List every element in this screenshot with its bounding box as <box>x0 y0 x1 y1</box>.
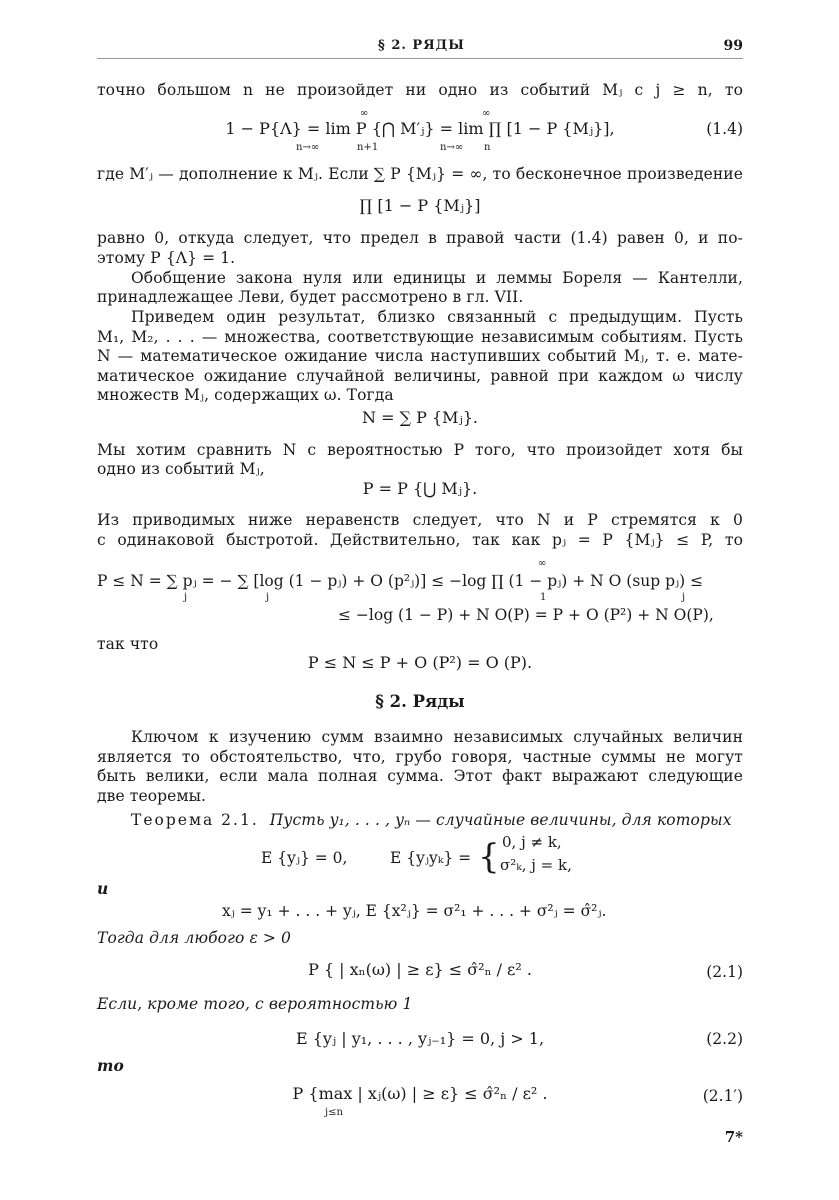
text-line-13: одно из событий Mⱼ, <box>97 460 265 478</box>
product-expression: ∏ [1 − P {Mⱼ}] <box>359 196 481 215</box>
prod-superscript: ∞ <box>482 108 491 119</box>
ineq-prod-sup: ∞ <box>538 558 547 569</box>
equation-number-2-1: (2.1) <box>706 963 743 981</box>
equation-number-2-2: (2.2) <box>706 1030 743 1048</box>
text-line-15: с одинаковой быстротой. Действительно, так как pⱼ = P {Mⱼ} ≤ P, то <box>97 531 743 549</box>
text-line-then: Тогда для любого ε > 0 <box>97 929 291 947</box>
lim-subscript-1: n→∞ <box>296 142 320 153</box>
text-line-to: то <box>97 1056 124 1075</box>
ineq-sum-sub-2: j <box>266 592 270 603</box>
equation-2-1-prime: P {max | xⱼ(ω) | ≥ ε} ≤ σ̂²ₙ / ε² . <box>292 1084 548 1103</box>
cases-brace: { <box>478 837 500 877</box>
cap-subscript: n+1 <box>357 142 379 153</box>
cap-superscript: ∞ <box>360 108 369 119</box>
equation-1-4-body: 1 − P{Λ} = lim P {⋂ M′ⱼ} = lim ∏ [1 − P {Mⱼ}], <box>225 119 615 138</box>
theorem-statement: Пусть y₁, . . . , yₙ — случайные величины, для которых <box>269 811 732 829</box>
ineq-sum-sub-1: j <box>184 592 188 603</box>
text-line-2: где M′ⱼ — дополнение к Mⱼ. Если ∑ P {Mⱼ} = ∞, то бесконечное произведение <box>97 165 743 183</box>
text-line-20: две теоремы. <box>97 787 207 805</box>
header-rule <box>97 58 743 59</box>
equation-covariance: E {yⱼyₖ} = <box>390 849 472 867</box>
equation-mean-zero: E {yⱼ} = 0, <box>261 849 348 867</box>
text-line-17: Ключом к изучению сумм взаимно независимых случайных величин <box>131 728 743 746</box>
equation-number-1-4: (1.4) <box>706 120 743 138</box>
text-line-6: принадлежащее Леви, будет рассмотрено в гл. VII. <box>97 288 524 306</box>
ineq-prod-sub: 1 <box>540 592 547 603</box>
text-line-19: быть велики, если мала полная сумма. Этот факт выражают следующие <box>97 767 743 785</box>
text-line-9: N — математическое ожидание числа наступивших событий Mⱼ, т. е. мате- <box>97 347 743 365</box>
signature-mark: 7* <box>724 1128 743 1146</box>
page-number: 99 <box>723 38 743 54</box>
text-line-5: Обобщение закона нуля или единицы и леммы Бореля — Кантелли, <box>131 269 743 287</box>
section-title: § 2. Ряды <box>375 692 465 711</box>
equation-1-4 <box>97 118 743 140</box>
lim-subscript-2: n→∞ <box>440 142 464 153</box>
inequality-line-1: P ≤ N = ∑ pⱼ = − ∑ [log (1 − pⱼ) + O (p²ⱼ)] ≤ −log ∏ (1 − pⱼ) + N O (sup pⱼ) ≤ <box>97 572 704 590</box>
equation-n-sum: N = ∑ P {Mⱼ}. <box>362 408 478 427</box>
equation-2-1: P { | xₙ(ω) | ≥ ε} ≤ σ̂²ₙ / ε² . <box>308 960 532 979</box>
text-line-16: так что <box>97 635 159 653</box>
text-line-1: точно большом n не произойдет ни одно из событий Mⱼ с j ≥ n, то <box>97 81 743 99</box>
inequality-line-3: P ≤ N ≤ P + O (P²) = O (P). <box>307 653 533 672</box>
text-line-18: является то обстоятельство, что, грубо говоря, частные суммы не могут <box>97 748 743 766</box>
text-line-3: равно 0, откуда следует, что предел в правой части (1.4) равен 0, и по- <box>97 229 743 247</box>
text-line-and: и <box>97 879 109 898</box>
prod-subscript: n <box>484 142 491 153</box>
ineq-sup-sub: j <box>682 592 686 603</box>
theorem-line <box>97 810 743 830</box>
text-line-4: этому P {Λ} = 1. <box>97 249 236 267</box>
text-line-14: Из приводимых ниже неравенств следует, что N и P стремятся к 0 <box>97 511 743 529</box>
theorem-label: Теорема 2.1. <box>131 811 259 829</box>
inequality-line-2: ≤ −log (1 − P) + N O(P) = P + O (P²) + N O(P), <box>338 606 714 624</box>
running-title: § 2. РЯДЫ <box>378 38 465 53</box>
equation-partial-sums: xⱼ = y₁ + . . . + yⱼ, E {x²ⱼ} = σ²₁ + . . . + σ²ⱼ = σ̂²ⱼ. <box>222 902 607 920</box>
max-subscript: j≤n <box>325 1107 343 1118</box>
equation-2-2: E {yⱼ | y₁, . . . , yⱼ₋₁} = 0, j > 1, <box>295 1029 545 1048</box>
equation-number-2-1-prime: (2.1′) <box>702 1087 743 1105</box>
text-line-8: M₁, M₂, . . . — множества, соответствующие независимым событиям. Пусть <box>97 328 743 346</box>
text-line-7: Приведем один результат, близко связанный с предыдущим. Пусть <box>131 308 743 326</box>
text-line-11: множеств Mⱼ, содержащих ω. Тогда <box>97 386 394 404</box>
text-line-if: Если, кроме того, с вероятностью 1 <box>97 995 413 1013</box>
case-2: σ²ₖ, j = k, <box>500 856 572 874</box>
text-line-12: Мы хотим сравнить N с вероятностью P того, что произойдет хотя бы <box>97 441 743 459</box>
case-1: 0, j ≠ k, <box>502 833 562 851</box>
text-line-10: матическое ожидание случайной величины, равной при каждом ω числу <box>97 367 743 385</box>
equation-p-union: P = P {⋃ Mⱼ}. <box>362 479 478 498</box>
